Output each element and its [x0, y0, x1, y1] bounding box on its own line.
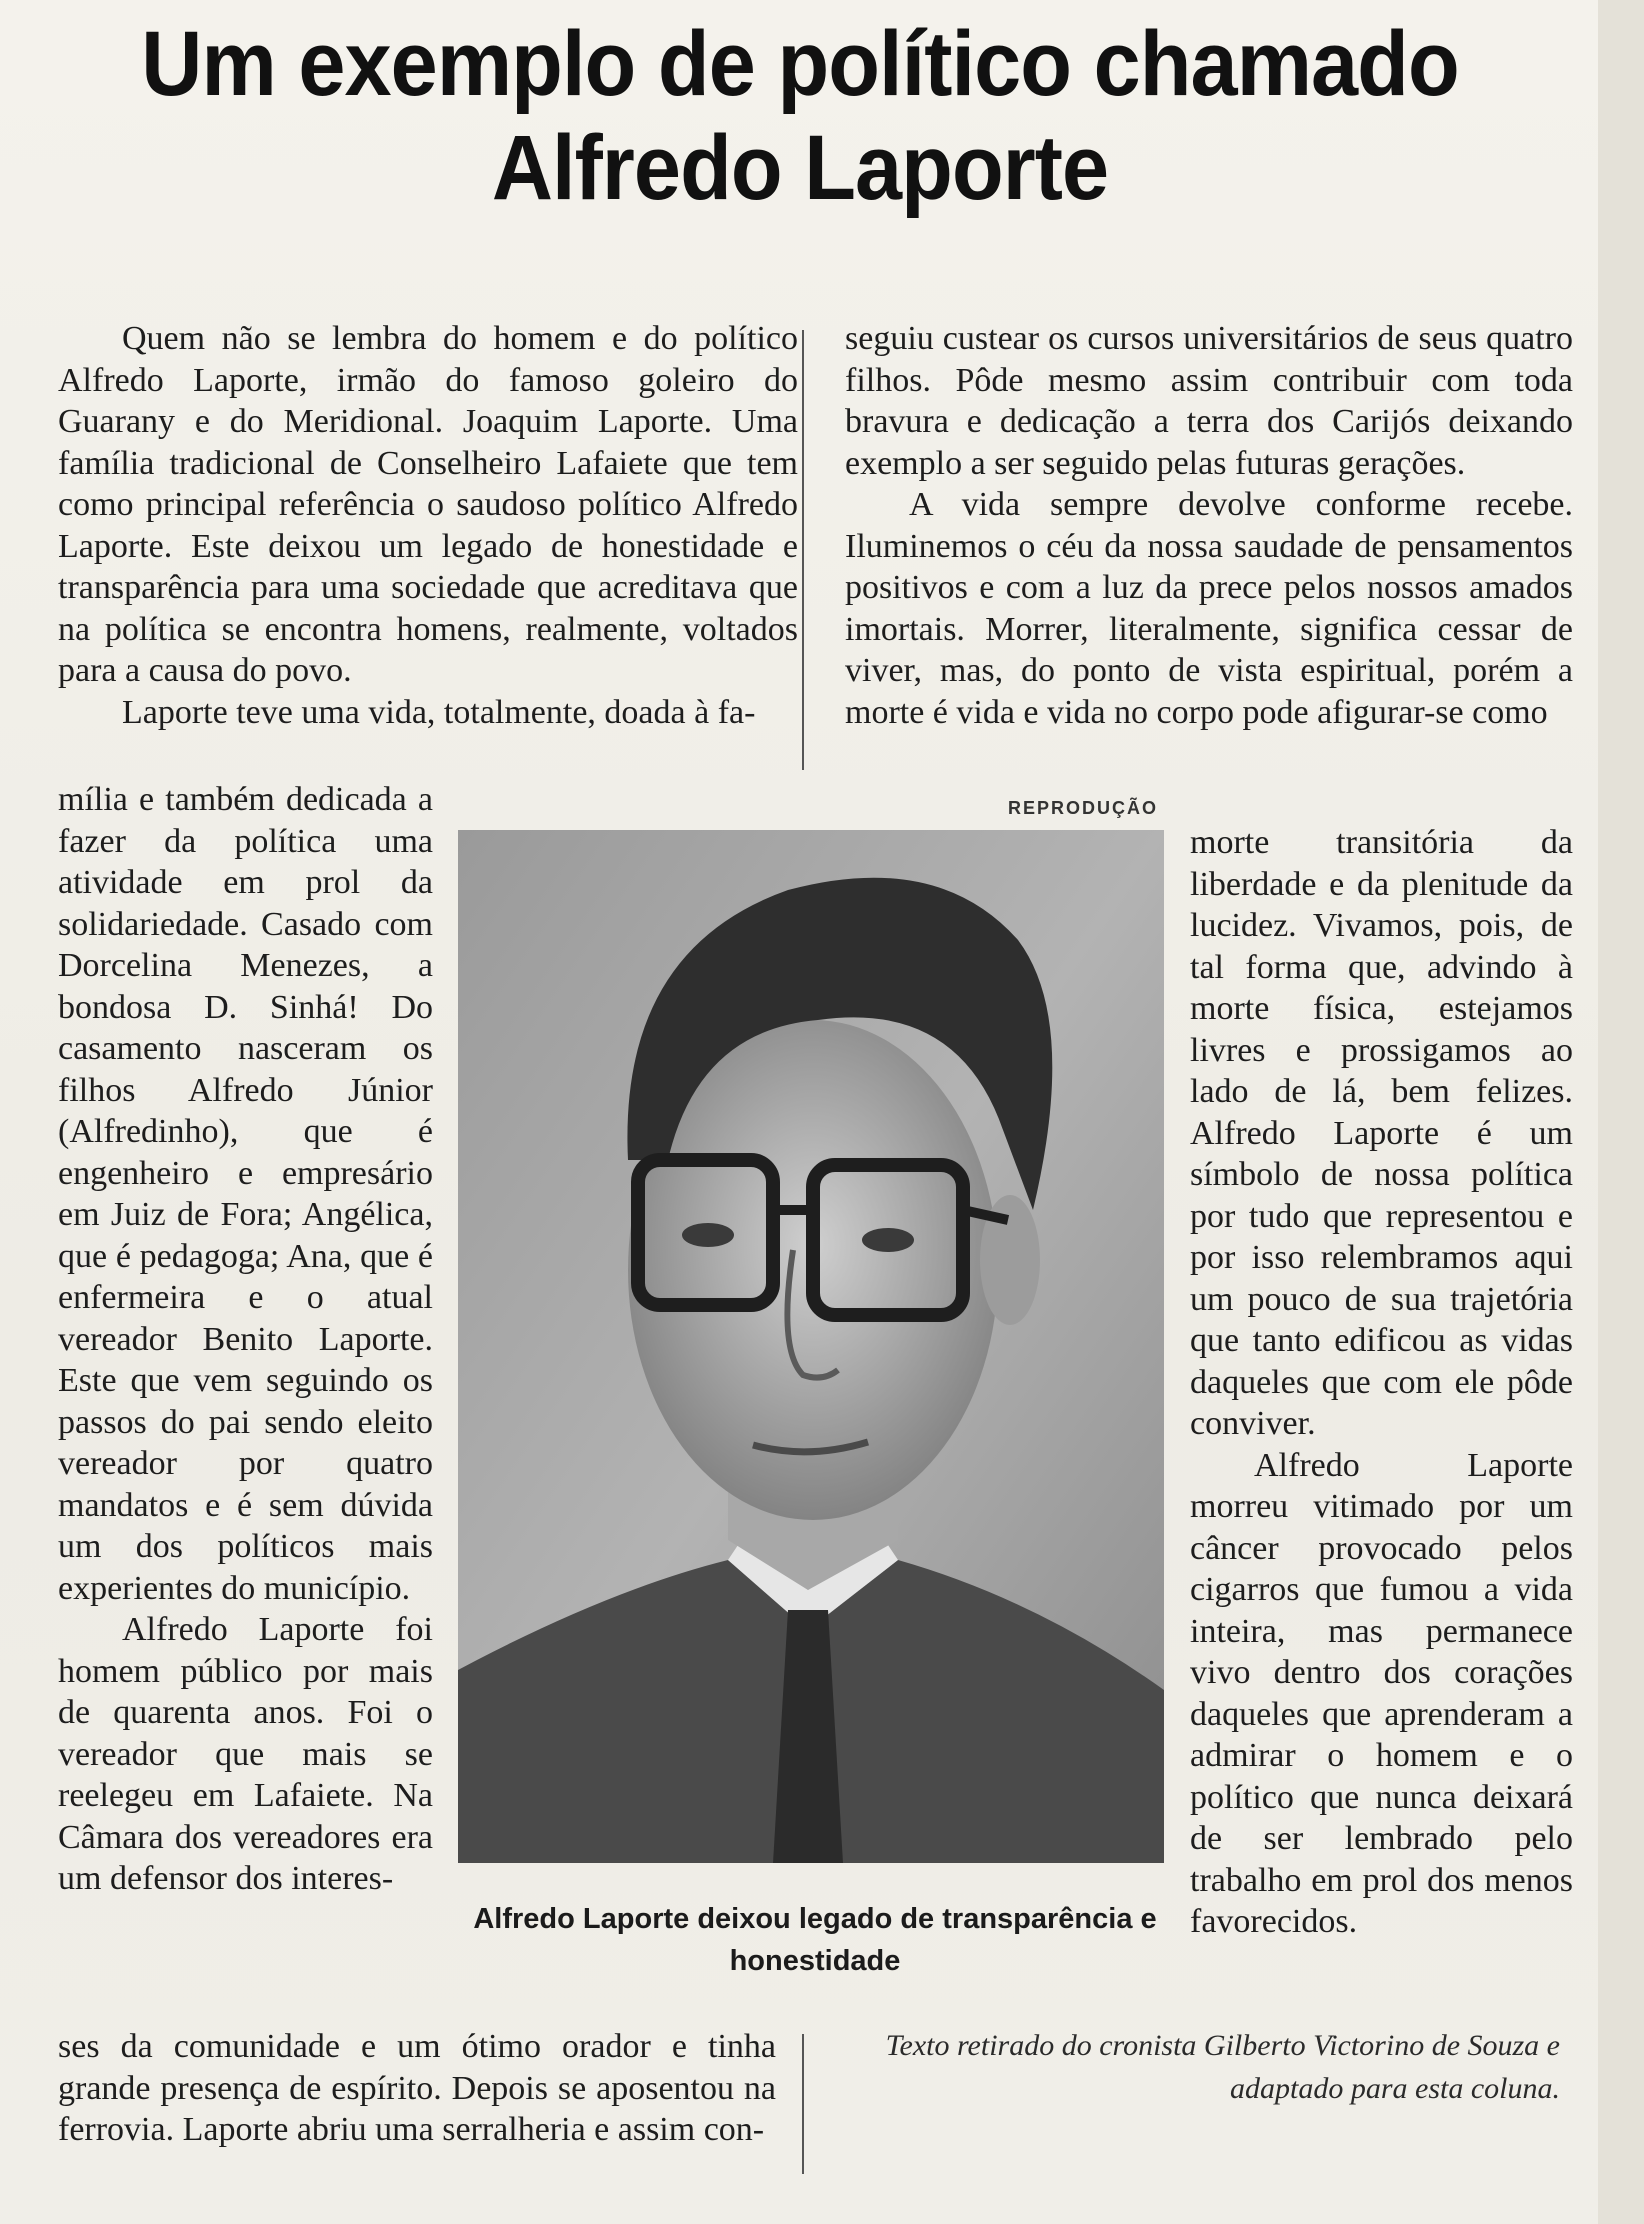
column-rule [802, 2034, 804, 2174]
portrait-photo [458, 830, 1164, 1863]
column-1-bottom [58, 2026, 776, 2151]
column-2-top [845, 318, 1573, 733]
paragraph: mília e também dedicada a fazer da política uma atividade em prol da solidariedade. Casado com Dorcelina Menezes, a bondosa D. Sinhá! Do casamento nasceram os filhos Alfredo Júnior (Alfredinho), que é engenheiro e empresário em Juiz de Fora; Angélica, que é pedagoga; Ana, que é enfermeira e o atual vereador Benito Laporte. Este que vem seguindo os passos do pai sendo eleito vereador por quatro mandatos e é sem dúvida um dos políticos mais experientes do município. [58, 781, 433, 1607]
column-rule [802, 330, 804, 770]
column-1-narrow [58, 779, 433, 1900]
page-edge [1598, 0, 1644, 2224]
photo-caption: Alfredo Laporte deixou legado de transparência e honestidade [473, 1903, 1157, 1977]
headline: Um exemplo de político chamado Alfredo Laporte [141, 13, 1459, 219]
paragraph: Alfredo Laporte foi homem público por mais de quarenta anos. Foi o vereador que mais se reelegeu em Lafaiete. Na Câmara dos vereadores era um defensor dos interes- [58, 1611, 433, 1897]
portrait-illustration [458, 830, 1164, 1863]
paragraph: Alfredo Laporte morreu vitimado por um câncer provocado pelos cigarros que fumou a vida inteira, mas permanece vivo dentro dos corações daqueles que aprenderam a admirar o homem e o político que nunca deixará de ser lembrado pelo trabalho em prol dos menos favorecidos. [1190, 1446, 1573, 1940]
column-2-narrow [1190, 822, 1573, 1943]
paragraph: Quem não se lembra do homem e do político Alfredo Laporte, irmão do famoso goleiro do Guarany e do Meridional. Joaquim Laporte. Uma família tradicional de Conselheiro Lafaiete que tem como principal referência o saudoso político Alfredo Laporte. Este deixou um legado de honestidade e transparência para uma sociedade que acreditava que na política se encontra homens, realmente, voltados para a causa do povo. [58, 320, 798, 689]
paragraph: morte transitória da liberdade e da plenitude da lucidez. Vivamos, pois, de tal forma que, advindo à morte física, estejamos livres e prossigamos ao lado de lá, bem felizes. Alfredo Laporte é um símbolo de nossa política por tudo que representou e por isso relembramos aqui um pouco de sua trajetória que tanto edificou as vidas daqueles que com ele pôde conviver. [1190, 824, 1573, 1442]
paragraph: ses da comunidade e um ótimo orador e tinha grande presença de espírito. Depois se aposentou na ferrovia. Laporte abriu uma serralheria e assim con- [58, 2028, 776, 2148]
paragraph: A vida sempre devolve conforme recebe. Iluminemos o céu da nossa saudade de pensamentos positivos e com a luz da prece pelos nossos amados imortais. Morrer, literalmente, significa cessar de viver, mas, do ponto de vista espiritual, porém a morte é vida e vida no corpo pode afigurar-se como [845, 486, 1573, 731]
paragraph: Laporte teve uma vida, totalmente, doada à fa- [122, 693, 756, 731]
photo-credit: REPRODUÇÃO [1008, 798, 1159, 818]
author-credit: Texto retirado do cronista Gilberto Victorino de Souza e adaptado para esta coluna. [885, 2029, 1560, 2105]
column-1-top [58, 318, 798, 733]
paragraph: seguiu custear os cursos universitários de seus quatro filhos. Pôde mesmo assim contribuir com toda bravura e dedicação a terra dos Carijós deixando exemplo a ser seguido pelas futuras gerações. [845, 320, 1573, 482]
